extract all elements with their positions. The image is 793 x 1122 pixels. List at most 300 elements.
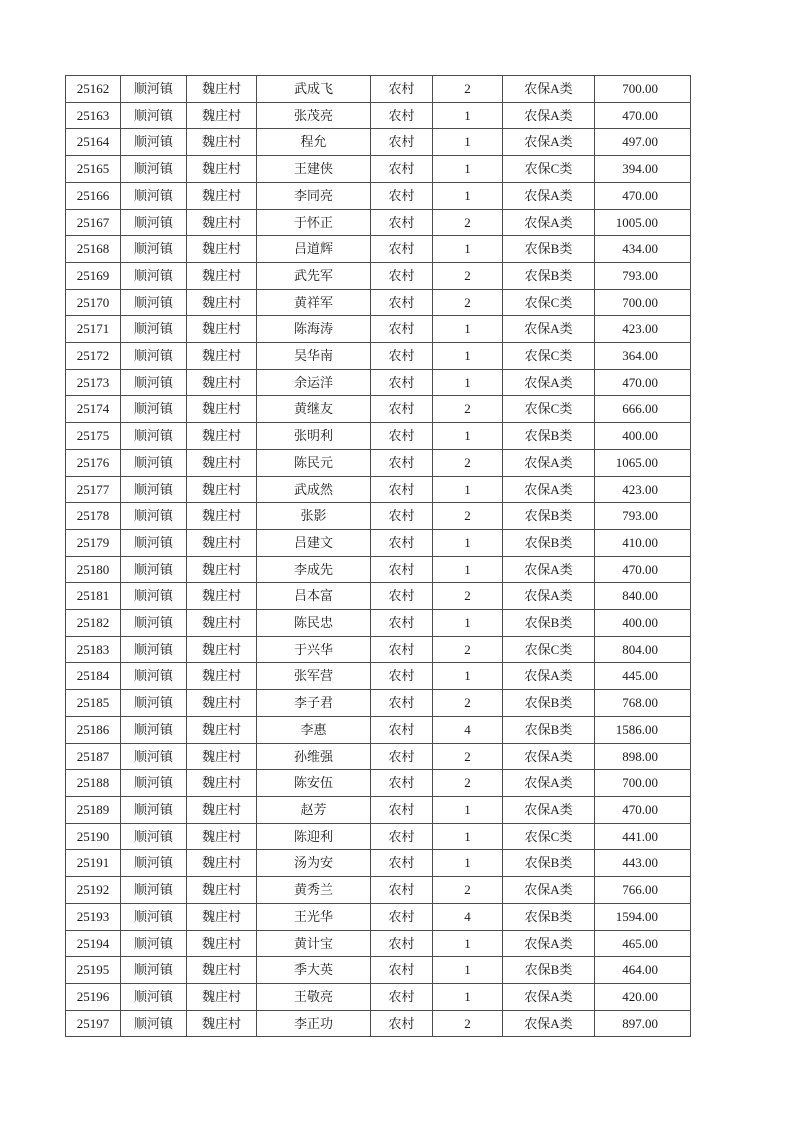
cell-name: 吕道辉 (257, 236, 371, 263)
cell-person-count: 2 (433, 1010, 503, 1037)
table-row (66, 182, 691, 209)
cell-insurance-category: 农保A类 (503, 182, 595, 209)
table-row (66, 1010, 691, 1037)
table-row (66, 610, 691, 637)
cell-residence-type: 农村 (371, 156, 433, 183)
cell-town: 顺河镇 (121, 903, 187, 930)
cell-person-count: 1 (433, 663, 503, 690)
cell-id: 25190 (66, 823, 121, 850)
cell-insurance-category: 农保B类 (503, 236, 595, 263)
cell-amount: 793.00 (595, 503, 691, 530)
cell-amount: 897.00 (595, 1010, 691, 1037)
cell-person-count: 1 (433, 156, 503, 183)
cell-residence-type: 农村 (371, 636, 433, 663)
cell-person-count: 2 (433, 262, 503, 289)
table-body (66, 76, 691, 1037)
cell-person-count: 2 (433, 209, 503, 236)
cell-id: 25197 (66, 1010, 121, 1037)
cell-insurance-category: 农保A类 (503, 930, 595, 957)
cell-id: 25183 (66, 636, 121, 663)
cell-town: 顺河镇 (121, 663, 187, 690)
cell-residence-type: 农村 (371, 850, 433, 877)
cell-residence-type: 农村 (371, 716, 433, 743)
cell-insurance-category: 农保B类 (503, 262, 595, 289)
cell-town: 顺河镇 (121, 1010, 187, 1037)
cell-id: 25167 (66, 209, 121, 236)
cell-id: 25166 (66, 182, 121, 209)
cell-id: 25162 (66, 76, 121, 103)
cell-village: 魏庄村 (187, 930, 257, 957)
cell-amount: 768.00 (595, 690, 691, 717)
cell-person-count: 2 (433, 396, 503, 423)
table-row (66, 743, 691, 770)
cell-amount: 497.00 (595, 129, 691, 156)
table-row (66, 716, 691, 743)
cell-id: 25173 (66, 369, 121, 396)
table-row (66, 556, 691, 583)
cell-id: 25196 (66, 983, 121, 1010)
cell-name: 陈民元 (257, 449, 371, 476)
cell-village: 魏庄村 (187, 129, 257, 156)
cell-name: 武先军 (257, 262, 371, 289)
cell-town: 顺河镇 (121, 396, 187, 423)
cell-name: 余运洋 (257, 369, 371, 396)
cell-insurance-category: 农保A类 (503, 449, 595, 476)
cell-amount: 1586.00 (595, 716, 691, 743)
cell-residence-type: 农村 (371, 129, 433, 156)
cell-residence-type: 农村 (371, 610, 433, 637)
cell-residence-type: 农村 (371, 770, 433, 797)
cell-residence-type: 农村 (371, 957, 433, 984)
cell-id: 25170 (66, 289, 121, 316)
cell-name: 李子君 (257, 690, 371, 717)
cell-town: 顺河镇 (121, 983, 187, 1010)
cell-residence-type: 农村 (371, 182, 433, 209)
cell-residence-type: 农村 (371, 369, 433, 396)
cell-residence-type: 农村 (371, 423, 433, 450)
cell-village: 魏庄村 (187, 556, 257, 583)
cell-town: 顺河镇 (121, 877, 187, 904)
cell-amount: 700.00 (595, 770, 691, 797)
cell-residence-type: 农村 (371, 930, 433, 957)
cell-residence-type: 农村 (371, 289, 433, 316)
table-row (66, 476, 691, 503)
cell-person-count: 4 (433, 716, 503, 743)
cell-residence-type: 农村 (371, 903, 433, 930)
table-row (66, 823, 691, 850)
cell-residence-type: 农村 (371, 663, 433, 690)
cell-name: 黄继友 (257, 396, 371, 423)
cell-amount: 445.00 (595, 663, 691, 690)
cell-insurance-category: 农保A类 (503, 316, 595, 343)
cell-id: 25195 (66, 957, 121, 984)
cell-name: 汤为安 (257, 850, 371, 877)
cell-village: 魏庄村 (187, 396, 257, 423)
cell-town: 顺河镇 (121, 636, 187, 663)
cell-insurance-category: 农保B类 (503, 529, 595, 556)
cell-insurance-category: 农保A类 (503, 796, 595, 823)
table-row (66, 663, 691, 690)
cell-name: 王光华 (257, 903, 371, 930)
cell-residence-type: 农村 (371, 476, 433, 503)
cell-insurance-category: 农保A类 (503, 129, 595, 156)
cell-id: 25176 (66, 449, 121, 476)
cell-name: 张茂亮 (257, 102, 371, 129)
cell-person-count: 2 (433, 770, 503, 797)
cell-person-count: 1 (433, 930, 503, 957)
cell-insurance-category: 农保A类 (503, 476, 595, 503)
cell-name: 季大英 (257, 957, 371, 984)
table-row (66, 957, 691, 984)
cell-town: 顺河镇 (121, 262, 187, 289)
cell-insurance-category: 农保B类 (503, 850, 595, 877)
cell-insurance-category: 农保B类 (503, 503, 595, 530)
table-row (66, 529, 691, 556)
cell-residence-type: 农村 (371, 877, 433, 904)
table-row (66, 262, 691, 289)
cell-village: 魏庄村 (187, 529, 257, 556)
cell-person-count: 1 (433, 796, 503, 823)
cell-amount: 465.00 (595, 930, 691, 957)
cell-insurance-category: 农保A类 (503, 102, 595, 129)
table-row (66, 76, 691, 103)
cell-insurance-category: 农保A类 (503, 583, 595, 610)
cell-person-count: 2 (433, 76, 503, 103)
cell-village: 魏庄村 (187, 343, 257, 370)
cell-insurance-category: 农保C类 (503, 343, 595, 370)
cell-person-count: 1 (433, 423, 503, 450)
cell-name: 武成飞 (257, 76, 371, 103)
cell-residence-type: 农村 (371, 796, 433, 823)
cell-id: 25192 (66, 877, 121, 904)
cell-name: 孙维强 (257, 743, 371, 770)
cell-town: 顺河镇 (121, 369, 187, 396)
cell-insurance-category: 农保A类 (503, 877, 595, 904)
cell-person-count: 1 (433, 369, 503, 396)
cell-person-count: 2 (433, 743, 503, 770)
table-row (66, 129, 691, 156)
cell-amount: 1065.00 (595, 449, 691, 476)
cell-village: 魏庄村 (187, 423, 257, 450)
cell-insurance-category: 农保A类 (503, 770, 595, 797)
cell-town: 顺河镇 (121, 316, 187, 343)
cell-insurance-category: 农保B类 (503, 957, 595, 984)
cell-person-count: 1 (433, 476, 503, 503)
cell-town: 顺河镇 (121, 129, 187, 156)
cell-village: 魏庄村 (187, 743, 257, 770)
cell-person-count: 1 (433, 823, 503, 850)
cell-town: 顺河镇 (121, 102, 187, 129)
cell-village: 魏庄村 (187, 262, 257, 289)
cell-id: 25188 (66, 770, 121, 797)
cell-town: 顺河镇 (121, 76, 187, 103)
table-row (66, 583, 691, 610)
cell-person-count: 1 (433, 129, 503, 156)
cell-insurance-category: 农保C类 (503, 396, 595, 423)
cell-town: 顺河镇 (121, 770, 187, 797)
cell-village: 魏庄村 (187, 957, 257, 984)
cell-insurance-category: 农保B类 (503, 716, 595, 743)
cell-town: 顺河镇 (121, 423, 187, 450)
cell-insurance-category: 农保B类 (503, 690, 595, 717)
cell-amount: 666.00 (595, 396, 691, 423)
cell-residence-type: 农村 (371, 343, 433, 370)
table-row (66, 690, 691, 717)
cell-name: 张明利 (257, 423, 371, 450)
cell-amount: 700.00 (595, 289, 691, 316)
cell-town: 顺河镇 (121, 610, 187, 637)
cell-town: 顺河镇 (121, 503, 187, 530)
cell-id: 25171 (66, 316, 121, 343)
table-row (66, 770, 691, 797)
cell-person-count: 2 (433, 877, 503, 904)
cell-person-count: 2 (433, 690, 503, 717)
cell-amount: 464.00 (595, 957, 691, 984)
cell-insurance-category: 农保A类 (503, 663, 595, 690)
cell-id: 25178 (66, 503, 121, 530)
cell-residence-type: 农村 (371, 102, 433, 129)
cell-town: 顺河镇 (121, 156, 187, 183)
cell-village: 魏庄村 (187, 583, 257, 610)
cell-residence-type: 农村 (371, 316, 433, 343)
cell-insurance-category: 农保B类 (503, 423, 595, 450)
table-row (66, 930, 691, 957)
cell-residence-type: 农村 (371, 529, 433, 556)
cell-person-count: 4 (433, 903, 503, 930)
cell-person-count: 2 (433, 636, 503, 663)
cell-town: 顺河镇 (121, 957, 187, 984)
cell-town: 顺河镇 (121, 343, 187, 370)
cell-name: 武成然 (257, 476, 371, 503)
cell-name: 吕建文 (257, 529, 371, 556)
table-row (66, 316, 691, 343)
cell-village: 魏庄村 (187, 1010, 257, 1037)
cell-amount: 400.00 (595, 610, 691, 637)
cell-name: 于怀正 (257, 209, 371, 236)
cell-person-count: 1 (433, 957, 503, 984)
table-row (66, 343, 691, 370)
cell-amount: 420.00 (595, 983, 691, 1010)
cell-id: 25181 (66, 583, 121, 610)
cell-village: 魏庄村 (187, 823, 257, 850)
cell-id: 25187 (66, 743, 121, 770)
cell-name: 黄祥军 (257, 289, 371, 316)
cell-town: 顺河镇 (121, 583, 187, 610)
table-row (66, 209, 691, 236)
cell-person-count: 2 (433, 503, 503, 530)
cell-amount: 840.00 (595, 583, 691, 610)
cell-village: 魏庄村 (187, 76, 257, 103)
table-row (66, 983, 691, 1010)
cell-amount: 423.00 (595, 316, 691, 343)
cell-town: 顺河镇 (121, 850, 187, 877)
cell-insurance-category: 农保B类 (503, 610, 595, 637)
cell-village: 魏庄村 (187, 156, 257, 183)
cell-person-count: 1 (433, 556, 503, 583)
cell-id: 25169 (66, 262, 121, 289)
cell-name: 李惠 (257, 716, 371, 743)
cell-village: 魏庄村 (187, 796, 257, 823)
cell-id: 25172 (66, 343, 121, 370)
cell-town: 顺河镇 (121, 743, 187, 770)
cell-village: 魏庄村 (187, 663, 257, 690)
cell-amount: 394.00 (595, 156, 691, 183)
cell-amount: 364.00 (595, 343, 691, 370)
cell-residence-type: 农村 (371, 690, 433, 717)
cell-residence-type: 农村 (371, 1010, 433, 1037)
cell-town: 顺河镇 (121, 796, 187, 823)
cell-amount: 443.00 (595, 850, 691, 877)
cell-residence-type: 农村 (371, 556, 433, 583)
cell-residence-type: 农村 (371, 823, 433, 850)
cell-town: 顺河镇 (121, 449, 187, 476)
cell-insurance-category: 农保A类 (503, 209, 595, 236)
cell-village: 魏庄村 (187, 209, 257, 236)
cell-person-count: 2 (433, 583, 503, 610)
cell-village: 魏庄村 (187, 289, 257, 316)
table-row (66, 877, 691, 904)
cell-residence-type: 农村 (371, 209, 433, 236)
cell-name: 陈民忠 (257, 610, 371, 637)
cell-town: 顺河镇 (121, 236, 187, 263)
cell-amount: 470.00 (595, 102, 691, 129)
subsidy-table (65, 75, 691, 1037)
cell-town: 顺河镇 (121, 556, 187, 583)
cell-name: 黄计宝 (257, 930, 371, 957)
cell-insurance-category: 农保C类 (503, 823, 595, 850)
cell-town: 顺河镇 (121, 209, 187, 236)
cell-amount: 470.00 (595, 369, 691, 396)
table-row (66, 236, 691, 263)
cell-insurance-category: 农保A类 (503, 983, 595, 1010)
cell-person-count: 1 (433, 316, 503, 343)
cell-insurance-category: 农保C类 (503, 636, 595, 663)
table-row (66, 423, 691, 450)
cell-name: 程允 (257, 129, 371, 156)
cell-name: 王敬亮 (257, 983, 371, 1010)
cell-id: 25180 (66, 556, 121, 583)
table-row (66, 850, 691, 877)
cell-id: 25179 (66, 529, 121, 556)
cell-person-count: 1 (433, 236, 503, 263)
cell-amount: 441.00 (595, 823, 691, 850)
cell-person-count: 1 (433, 983, 503, 1010)
cell-town: 顺河镇 (121, 289, 187, 316)
cell-amount: 700.00 (595, 76, 691, 103)
cell-town: 顺河镇 (121, 182, 187, 209)
cell-person-count: 1 (433, 529, 503, 556)
cell-village: 魏庄村 (187, 369, 257, 396)
cell-name: 黄秀兰 (257, 877, 371, 904)
cell-amount: 400.00 (595, 423, 691, 450)
cell-amount: 423.00 (595, 476, 691, 503)
table-row (66, 156, 691, 183)
cell-name: 李成先 (257, 556, 371, 583)
cell-village: 魏庄村 (187, 903, 257, 930)
cell-id: 25185 (66, 690, 121, 717)
table-row (66, 796, 691, 823)
cell-person-count: 2 (433, 289, 503, 316)
table-row (66, 396, 691, 423)
cell-village: 魏庄村 (187, 316, 257, 343)
cell-town: 顺河镇 (121, 823, 187, 850)
cell-amount: 470.00 (595, 556, 691, 583)
cell-amount: 793.00 (595, 262, 691, 289)
cell-insurance-category: 农保C类 (503, 289, 595, 316)
cell-town: 顺河镇 (121, 476, 187, 503)
cell-amount: 1005.00 (595, 209, 691, 236)
cell-name: 陈迎利 (257, 823, 371, 850)
cell-amount: 470.00 (595, 182, 691, 209)
cell-name: 吴华南 (257, 343, 371, 370)
table-row (66, 903, 691, 930)
cell-id: 25174 (66, 396, 121, 423)
cell-person-count: 1 (433, 182, 503, 209)
cell-name: 张影 (257, 503, 371, 530)
cell-name: 王建侠 (257, 156, 371, 183)
cell-person-count: 1 (433, 102, 503, 129)
cell-residence-type: 农村 (371, 743, 433, 770)
cell-insurance-category: 农保B类 (503, 903, 595, 930)
table-row (66, 503, 691, 530)
cell-insurance-category: 农保A类 (503, 556, 595, 583)
cell-amount: 1594.00 (595, 903, 691, 930)
cell-id: 25194 (66, 930, 121, 957)
cell-insurance-category: 农保C类 (503, 156, 595, 183)
cell-village: 魏庄村 (187, 503, 257, 530)
cell-residence-type: 农村 (371, 583, 433, 610)
cell-amount: 410.00 (595, 529, 691, 556)
cell-person-count: 1 (433, 610, 503, 637)
cell-village: 魏庄村 (187, 182, 257, 209)
cell-person-count: 1 (433, 343, 503, 370)
cell-id: 25168 (66, 236, 121, 263)
cell-id: 25175 (66, 423, 121, 450)
table-row (66, 449, 691, 476)
cell-town: 顺河镇 (121, 529, 187, 556)
cell-name: 赵芳 (257, 796, 371, 823)
cell-amount: 898.00 (595, 743, 691, 770)
cell-name: 吕本富 (257, 583, 371, 610)
cell-id: 25189 (66, 796, 121, 823)
cell-id: 25193 (66, 903, 121, 930)
table-row (66, 636, 691, 663)
cell-name: 陈海涛 (257, 316, 371, 343)
cell-residence-type: 农村 (371, 396, 433, 423)
cell-residence-type: 农村 (371, 449, 433, 476)
cell-name: 张军营 (257, 663, 371, 690)
cell-name: 于兴华 (257, 636, 371, 663)
cell-id: 25177 (66, 476, 121, 503)
cell-amount: 434.00 (595, 236, 691, 263)
cell-id: 25163 (66, 102, 121, 129)
cell-village: 魏庄村 (187, 236, 257, 263)
cell-village: 魏庄村 (187, 610, 257, 637)
cell-id: 25186 (66, 716, 121, 743)
cell-village: 魏庄村 (187, 636, 257, 663)
cell-residence-type: 农村 (371, 983, 433, 1010)
cell-person-count: 1 (433, 850, 503, 877)
cell-town: 顺河镇 (121, 716, 187, 743)
cell-village: 魏庄村 (187, 716, 257, 743)
cell-id: 25164 (66, 129, 121, 156)
cell-village: 魏庄村 (187, 102, 257, 129)
cell-id: 25191 (66, 850, 121, 877)
cell-name: 陈安伍 (257, 770, 371, 797)
table-row (66, 289, 691, 316)
cell-residence-type: 农村 (371, 76, 433, 103)
cell-village: 魏庄村 (187, 983, 257, 1010)
